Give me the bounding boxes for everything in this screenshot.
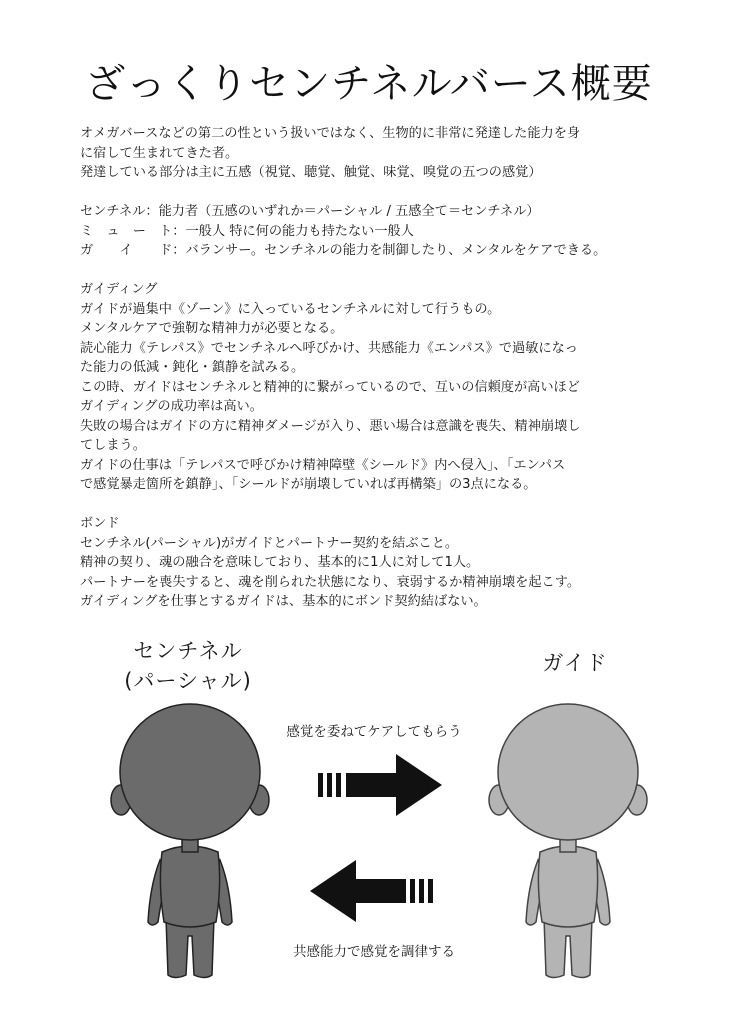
text-line: 読心能力《テレパス》でセンチネルへ呼びかけ、共感能力《エンパス》で過敏になっ (80, 340, 578, 356)
text-line: 失敗の場合はガイドの方に精神ダメージが入り、悪い場合は意識を喪失、精神崩壊し (80, 418, 581, 434)
intro-paragraph (80, 124, 680, 183)
bond-paragraph (80, 514, 680, 612)
text-line: ガイドが過集中《ゾーン》に入っているセンチネルに対して行うもの。 (80, 301, 501, 317)
text-line: てしまう。 (80, 438, 146, 453)
role-mute: ミ ュ ー ト：一般人 特に何の能力も持たない一般人 (80, 223, 414, 239)
text-line: 発達している部分は主に五感（視覚、聴覚、触覚、味覚、嗅覚の五つの感覚） (80, 165, 542, 180)
text-line: メンタルケアで強靭な精神力が必要となる。 (80, 321, 344, 336)
text-line: パートナーを喪失すると、魂を削られた状態になり、衰弱するか精神崩壊を起こす。 (80, 574, 581, 590)
role-sentinel: センチネル：能力者（五感のいずれか＝パーシャル / 五感全て＝センチネル） (80, 204, 540, 219)
roles-paragraph (80, 202, 680, 261)
text-line: た能力の低減・鈍化・鎮静を試みる。 (80, 360, 305, 375)
sentinel-label-line2: (パーシャル) (124, 669, 252, 693)
text-line: で感覚暴走箇所を鎮静」、「シールドが崩壊していれば再構築」の3点になる。 (80, 477, 537, 492)
guiding-paragraph (80, 280, 680, 495)
text-line: ガイドの仕事は「テレパスで呼びかけ精神障壁《シールド》内へ侵入」、「エンパス (80, 457, 566, 473)
arrow-left-caption: 共感能力で感覚を調律する (293, 944, 455, 960)
section-heading-bond: ボンド (80, 516, 120, 531)
sentinel-figure-icon (100, 700, 280, 990)
arrow-left-icon (306, 858, 436, 924)
text-line: ガイディングを仕事とするガイドは、基本的にボンド契約結ばない。 (80, 594, 487, 609)
text-line: ガイディングの成功率は高い。 (80, 399, 263, 414)
section-heading-guiding: ガイディング (80, 282, 158, 297)
text-line: に宿して生まれてきた者。 (80, 145, 239, 161)
role-guide: ガ イ ド：バランサー。センチネルの能力を制御したり、メンタルをケアできる。 (80, 243, 607, 258)
text-line: オメガバースなどの第二の性という扱いではなく、生物的に非常に発達した能力を身 (80, 126, 581, 141)
guide-label: ガイド (542, 651, 608, 675)
overview-text (80, 124, 680, 612)
text-line: 精神の契り、魂の融合を意味しており、基本的に1人に対して1人。 (80, 555, 480, 570)
page-title: ざっくりセンチネルバース概要 (85, 61, 653, 107)
text-line: センチネル(パーシャル)がガイドとパートナー契約を結ぶこと。 (80, 535, 459, 551)
guide-figure-icon (478, 700, 658, 990)
sentinel-label (108, 636, 268, 696)
arrow-right-caption: 感覚を委ねてケアしてもらう (286, 724, 462, 740)
sentinel-label-line1: センチネル (133, 639, 243, 663)
arrow-right-icon (316, 752, 446, 818)
text-line: この時、ガイドはセンチネルと精神的に繋がっているので、互いの信頼度が高いほど (80, 379, 580, 395)
